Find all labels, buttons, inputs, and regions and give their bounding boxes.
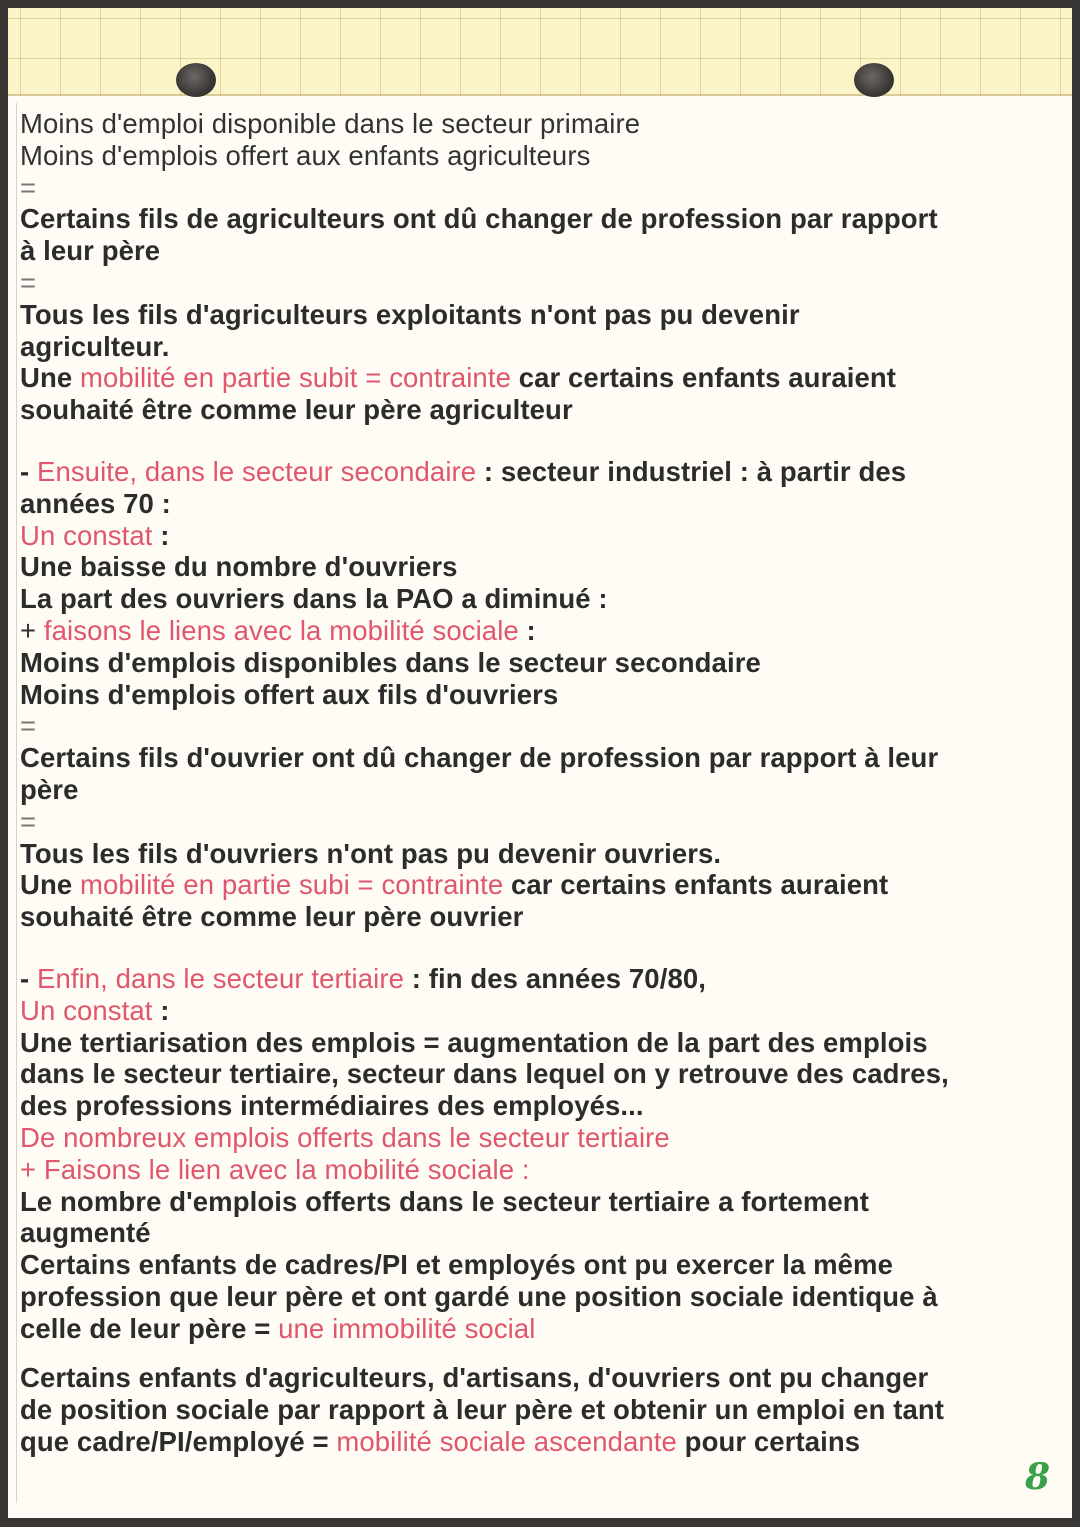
note-text: Certains fils de agriculteurs ont dû changer de profession par rapport xyxy=(20,203,938,235)
note-text: agriculteur. xyxy=(20,330,170,362)
note-text: Certains enfants d'agriculteurs, d'artisans, d'ouvriers ont pu changer xyxy=(20,1362,929,1394)
note-line xyxy=(20,995,1056,1027)
note-line xyxy=(20,742,1056,774)
note-line xyxy=(20,1122,1056,1154)
note-text: : xyxy=(518,614,536,646)
note-line xyxy=(20,1027,1056,1059)
note-text: - xyxy=(20,962,37,994)
note-text: des professions intermédiaires des employés... xyxy=(20,1090,644,1122)
note-line xyxy=(20,615,1056,647)
note-text: + xyxy=(20,614,44,646)
note-line xyxy=(20,1313,1056,1345)
note-line xyxy=(20,203,1056,235)
note-line xyxy=(20,710,1056,742)
note-line xyxy=(20,901,1056,933)
highlighted-text: Un constat xyxy=(20,519,153,551)
note-line xyxy=(20,299,1056,331)
margin-line xyxy=(16,103,17,1503)
note-text: Moins d'emplois disponibles dans le secteur secondaire xyxy=(20,646,761,678)
note-text: car certains enfants auraient xyxy=(503,869,889,901)
note-line xyxy=(20,267,1056,299)
paragraph-gap xyxy=(20,1344,1056,1362)
note-line xyxy=(20,774,1056,806)
note-line xyxy=(20,583,1056,615)
note-line xyxy=(20,838,1056,870)
grid-header-band xyxy=(8,8,1072,96)
note-text: à leur père xyxy=(20,235,161,267)
highlighted-text: Un constat xyxy=(20,994,153,1026)
note-text: souhaité être comme leur père ouvrier xyxy=(20,901,524,933)
note-text: Tous les fils d'agriculteurs exploitants n'ont pas pu devenir xyxy=(20,298,800,330)
note-text: Le nombre d'emplois offerts dans le secteur tertiaire a fortement xyxy=(20,1185,869,1217)
note-text: La part des ouvriers dans la PAO a diminué : xyxy=(20,583,608,615)
note-line xyxy=(20,1281,1056,1313)
note-line xyxy=(20,1362,1056,1394)
note-text: Moins d'emploi disponible dans le secteur primaire xyxy=(20,108,641,139)
highlighted-text: mobilité en partie subi = contrainte xyxy=(80,869,504,901)
note-line xyxy=(20,456,1056,488)
paragraph-gap xyxy=(20,933,1056,963)
note-line xyxy=(20,1058,1056,1090)
note-line xyxy=(20,869,1056,901)
note-text: Moins d'emplois offert aux fils d'ouvriers xyxy=(20,678,559,710)
note-text: père xyxy=(20,773,79,805)
paragraph-gap xyxy=(20,426,1056,456)
note-text: Moins d'emplois offert aux enfants agriculteurs xyxy=(20,139,591,171)
highlighted-text: Ensuite, dans le secteur secondaire xyxy=(37,455,477,487)
note-line xyxy=(20,551,1056,583)
note-line xyxy=(20,108,1056,140)
note-line xyxy=(20,806,1056,838)
note-line xyxy=(20,520,1056,552)
note-text: : secteur industriel : à partir des xyxy=(476,455,907,487)
note-text: pour certains xyxy=(676,1426,861,1458)
note-text: souhaité être comme leur père agriculteur xyxy=(20,394,573,426)
note-line xyxy=(20,362,1056,394)
note-line xyxy=(20,647,1056,679)
note-text: années 70 : xyxy=(20,487,171,519)
note-line xyxy=(20,679,1056,711)
note-text: dans le secteur tertiaire, secteur dans lequel on y retrouve des cadres, xyxy=(20,1058,949,1090)
highlighted-text: Enfin, dans le secteur tertiaire xyxy=(37,962,404,994)
note-text: de position sociale par rapport à leur père et obtenir un emploi en tant xyxy=(20,1394,945,1426)
note-line xyxy=(20,488,1056,520)
notebook-page xyxy=(8,8,1072,1518)
note-text: car certains enfants auraient xyxy=(510,362,897,394)
notes-body xyxy=(20,108,1056,1458)
note-text: Une xyxy=(20,362,80,394)
note-text: = xyxy=(20,805,37,837)
note-text: : xyxy=(152,994,170,1026)
highlighted-text: mobilité en partie subit = contrainte xyxy=(80,362,511,394)
note-line xyxy=(20,1090,1056,1122)
note-text: - xyxy=(20,455,37,487)
note-text: Certains enfants de cadres/PI et employés ont pu exercer la même xyxy=(20,1249,893,1281)
note-line xyxy=(20,1426,1056,1458)
binder-hole-right xyxy=(854,63,894,97)
highlighted-text: De nombreux emplois offerts dans le secteur tertiaire xyxy=(20,1121,670,1153)
note-line xyxy=(20,1186,1056,1218)
note-text: Une baisse du nombre d'ouvriers xyxy=(20,551,458,583)
note-text: = xyxy=(20,710,37,742)
note-line xyxy=(20,963,1056,995)
note-text: augmenté xyxy=(20,1217,151,1249)
note-line xyxy=(20,1249,1056,1281)
note-text: que cadre/PI/employé = xyxy=(20,1426,337,1458)
note-text: profession que leur père et ont gardé une position sociale identique à xyxy=(20,1280,938,1312)
note-line xyxy=(20,394,1056,426)
note-text: Une xyxy=(20,869,80,901)
note-line xyxy=(20,172,1056,204)
note-line xyxy=(20,140,1056,172)
note-text: = xyxy=(20,266,37,298)
note-text: Tous les fils d'ouvriers n'ont pas pu devenir ouvriers. xyxy=(20,837,722,869)
note-text: Une tertiarisation des emplois = augmentation de la part des emplois xyxy=(20,1026,928,1058)
note-line xyxy=(20,235,1056,267)
note-line xyxy=(20,1394,1056,1426)
note-line xyxy=(20,1217,1056,1249)
note-text: = xyxy=(20,171,37,203)
highlighted-text: une immobilité social xyxy=(278,1312,536,1344)
highlighted-text: + Faisons le lien avec la mobilité sociale : xyxy=(20,1153,530,1185)
note-text: Certains fils d'ouvrier ont dû changer de profession par rapport à leur xyxy=(20,742,939,774)
note-text: celle de leur père = xyxy=(20,1312,279,1344)
note-line xyxy=(20,331,1056,363)
binder-hole-left xyxy=(176,63,216,97)
highlighted-text: mobilité sociale ascendante xyxy=(336,1426,677,1458)
note-text: : xyxy=(152,519,170,551)
page-number: 8 xyxy=(1024,1456,1050,1498)
highlighted-text: faisons le liens avec la mobilité sociale xyxy=(43,614,519,646)
note-line xyxy=(20,1154,1056,1186)
note-text: : fin des années 70/80, xyxy=(404,962,706,994)
